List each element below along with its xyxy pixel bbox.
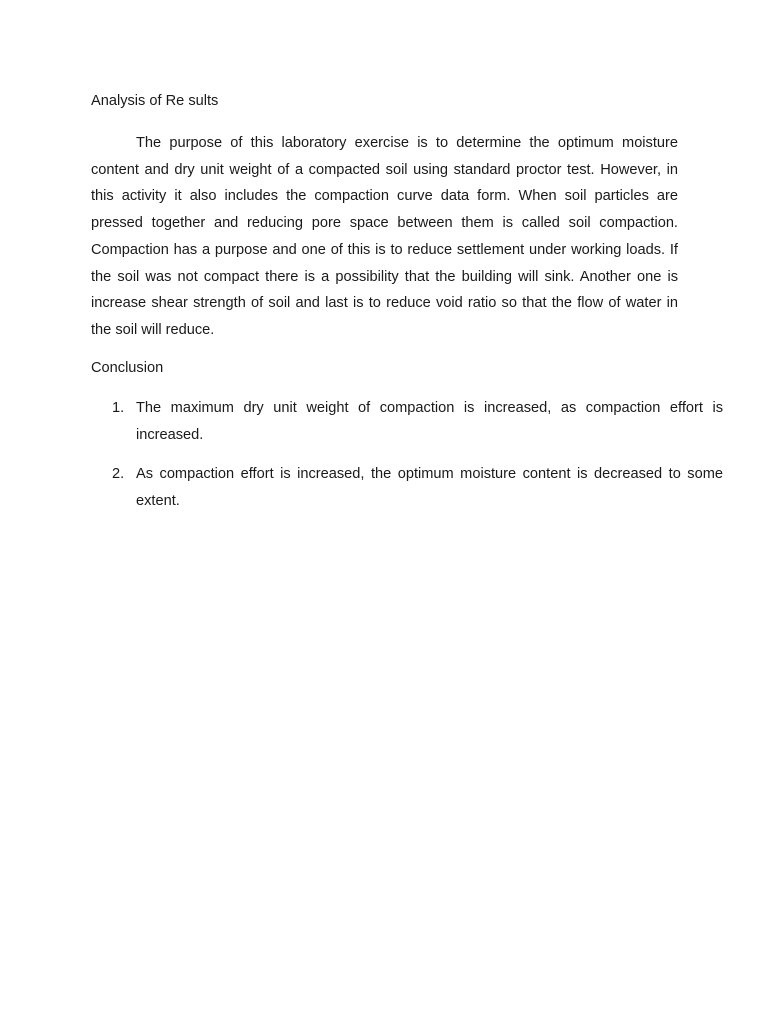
- analysis-heading: Analysis of Re sults: [91, 93, 219, 109]
- analysis-paragraph: The purpose of this laboratory exercise is to determine the optimum moisture content and dry unit weight of a compacted soil using standard proctor test. However, in this activity it also includes the compaction curve data form. When soil particles are pressed together and reducing pore space between them is called soil compaction. Compaction has a purpose and one of this is to reduce settlement under working loads. If the soil was not compact there is a possibility that the building will sink. Another one is increase shear strength of soil and last is to reduce void ratio so that the flow of water in the soil will reduce.: [91, 135, 678, 338]
- conclusion-item: [91, 461, 723, 515]
- conclusion-text: The maximum dry unit weight of compaction is increased, as compaction effort is increased.: [136, 400, 723, 443]
- conclusion-heading: Conclusion: [91, 360, 164, 376]
- conclusion-item: [91, 395, 723, 449]
- list-number: 1.: [112, 400, 125, 416]
- conclusion-text: As compaction effort is increased, the optimum moisture content is decreased to some extent.: [136, 466, 723, 509]
- list-number: 2.: [112, 466, 125, 482]
- document-page: [91, 0, 723, 1024]
